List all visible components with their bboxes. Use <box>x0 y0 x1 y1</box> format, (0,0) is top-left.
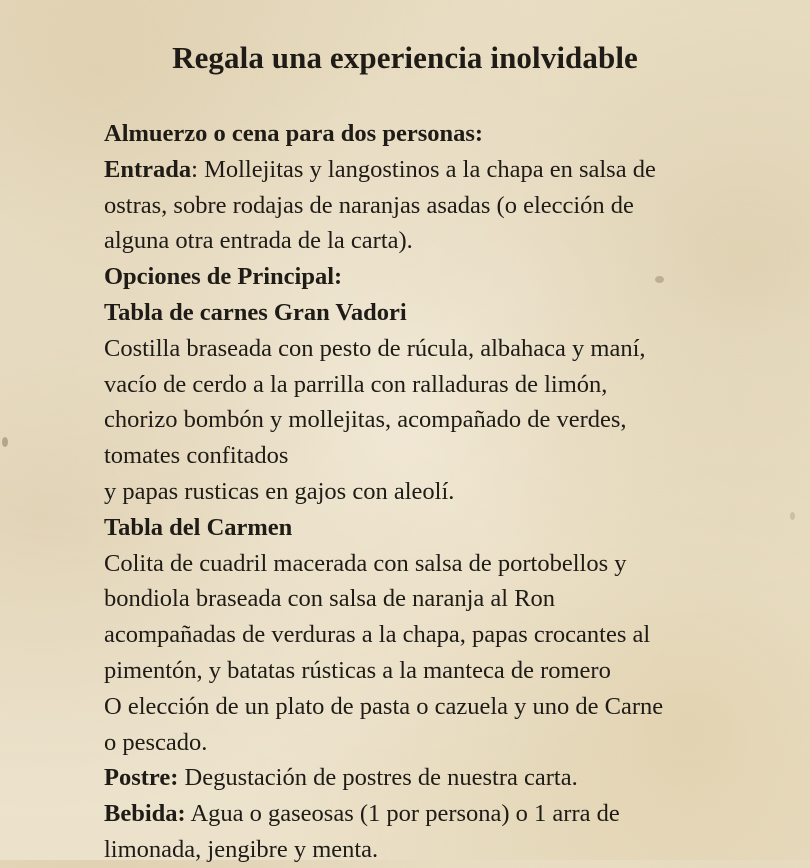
line-text: limonada, jengibre y menta. <box>104 835 379 863</box>
paper-stain <box>790 512 795 520</box>
bold-label: Bebida: <box>104 800 186 828</box>
line-text: tomates confitados <box>104 442 289 470</box>
menu-body <box>104 116 744 868</box>
text-line <box>104 653 744 689</box>
text-line <box>104 832 744 868</box>
line-text: chorizo bombón y mollejitas, acompañado de verdes, <box>104 406 627 434</box>
text-line <box>104 188 744 224</box>
line-text: bondiola braseada con salsa de naranja al Ron <box>104 585 556 613</box>
bold-label: Opciones de Principal: <box>104 263 343 291</box>
text-line <box>104 331 744 367</box>
line-text: ostras, sobre rodajas de naranjas asadas (o elección de <box>104 191 634 219</box>
line-text: Colita de cuadril macerada con salsa de portobellos y <box>104 549 627 577</box>
text-line <box>104 438 744 474</box>
bold-label: Tabla del Carmen <box>104 513 293 541</box>
text-line <box>104 617 744 653</box>
bold-label: Entrada <box>104 155 192 183</box>
line-text: o pescado. <box>104 728 208 756</box>
text-line <box>104 510 744 546</box>
text-line <box>104 689 744 725</box>
paper-stain <box>2 437 8 447</box>
text-line <box>104 581 744 617</box>
text-line <box>104 546 744 582</box>
bold-label: Almuerzo o cena para dos personas: <box>104 120 484 147</box>
text-line <box>104 725 744 761</box>
text-line <box>104 760 744 796</box>
line-text: alguna otra entrada de la carta). <box>104 227 413 255</box>
text-line <box>104 223 744 259</box>
line-text: pimentón, y batatas rústicas a la manteca de romero <box>104 656 611 684</box>
text-line <box>104 367 744 403</box>
line-text: Degustación de postres de nuestra carta. <box>178 764 578 792</box>
text-line <box>104 402 744 438</box>
text-line <box>104 796 744 832</box>
page-title: Regala una experiencia inolvidable <box>172 40 638 75</box>
line-text: vacío de cerdo a la parrilla con ralladuras de limón, <box>104 370 608 398</box>
text-line <box>104 474 744 510</box>
line-text: acompañadas de verduras a la chapa, papas crocantes al <box>104 621 651 649</box>
bold-label: Postre: <box>104 764 179 792</box>
line-text: O elección de un plato de pasta o cazuela y uno de Carne <box>104 692 664 720</box>
line-text: Costilla braseada con pesto de rúcula, albahaca y maní, <box>104 334 646 362</box>
line-text: y papas rusticas en gajos con aleolí. <box>104 477 455 505</box>
text-line <box>104 295 744 331</box>
line-text: Agua o gaseosas (1 por persona) o 1 arra de <box>185 800 620 828</box>
text-line <box>104 259 744 295</box>
line-text: : Mollejitas y langostinos a la chapa en salsa de <box>191 155 656 183</box>
text-line <box>104 116 744 152</box>
bold-label: Tabla de carnes Gran Vadori <box>104 298 407 326</box>
text-line <box>104 152 744 188</box>
